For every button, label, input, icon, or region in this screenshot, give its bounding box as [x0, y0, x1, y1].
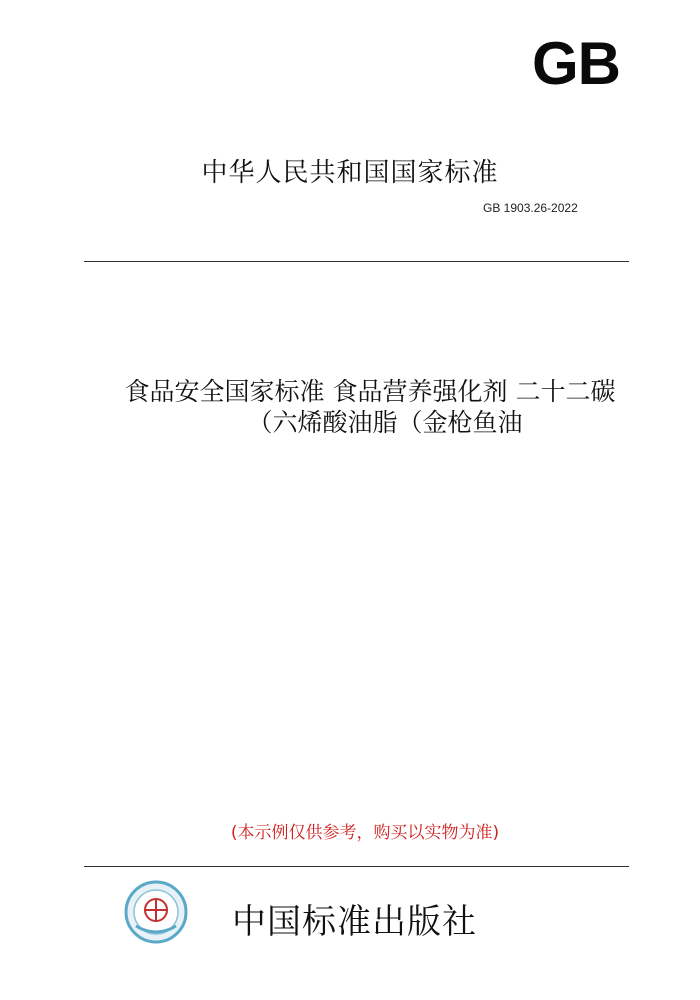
sample-note: (本示例仅供参考，购买以实物为准): [230, 823, 500, 843]
publisher-seal-icon: [124, 880, 188, 944]
issuer-title: 中华人民共和国国家标准: [201, 158, 499, 188]
top-divider: [84, 261, 629, 262]
title-line-1: 食品安全国家标准 食品营养强化剂 二十二碳: [124, 377, 616, 406]
document-title: [40, 376, 700, 438]
standard-number: GB 1903.26-2022: [483, 201, 578, 215]
publisher-name: 中国标准出版社: [232, 902, 477, 942]
bottom-divider: [84, 866, 629, 867]
title-line-2: （六烯酸油脂（金枪鱼油: [247, 408, 523, 437]
gb-logo: GB: [532, 30, 620, 97]
